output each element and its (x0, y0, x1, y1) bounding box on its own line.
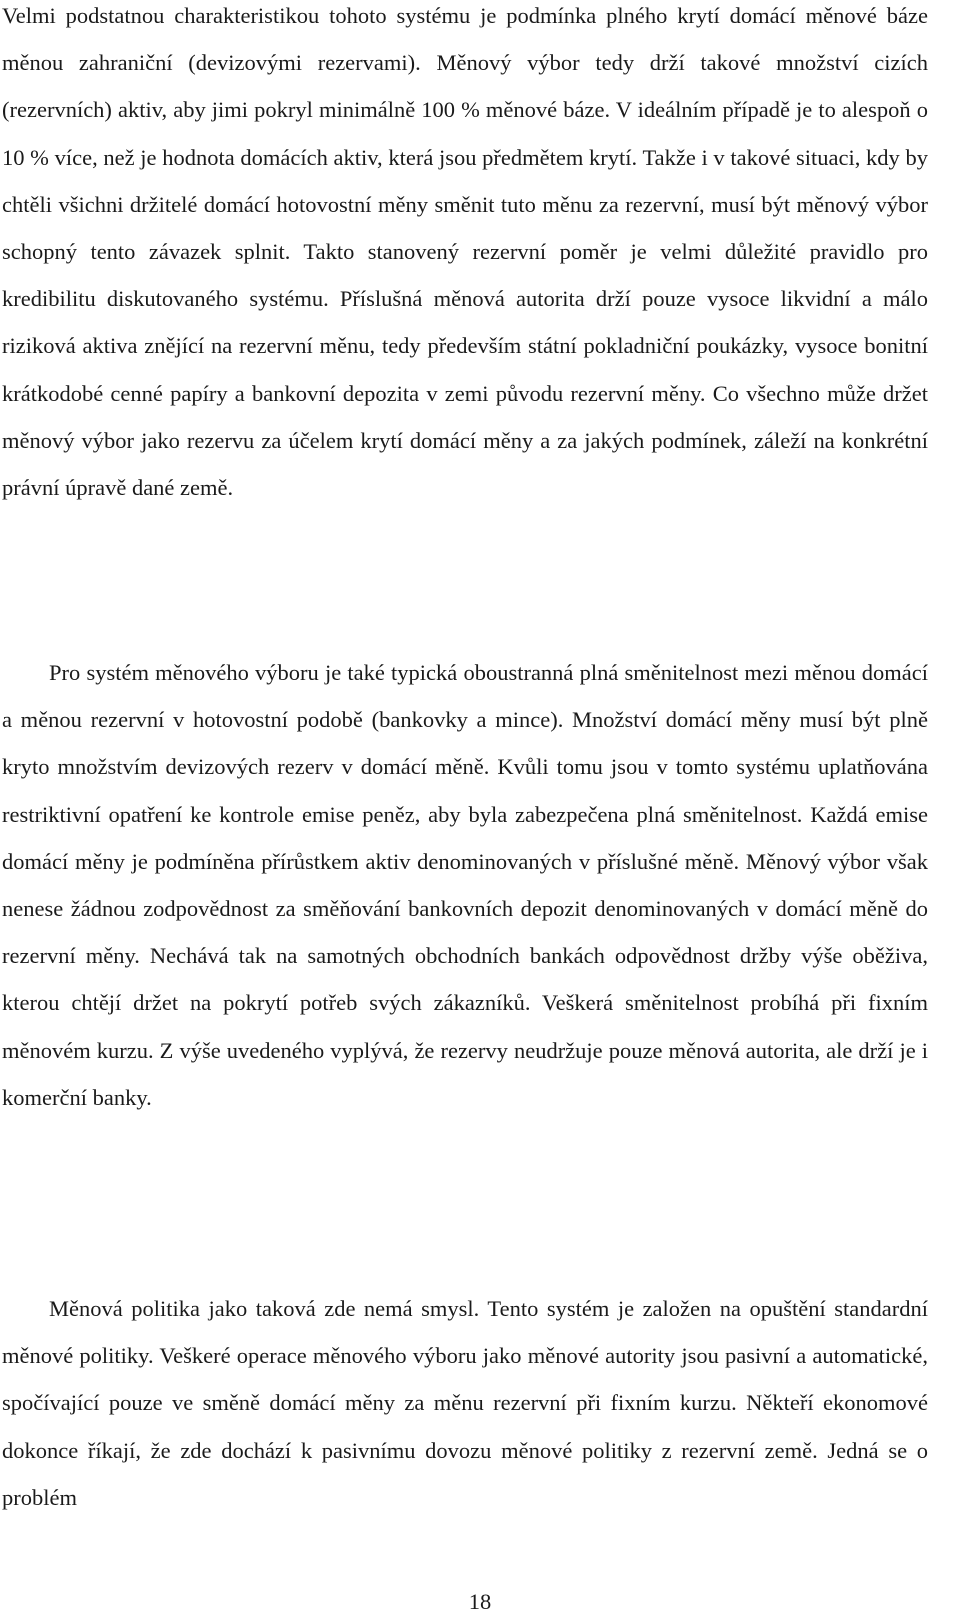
paragraph-convertibility: Pro systém měnového výboru je také typická oboustranná plná směnitelnost mezi měnou domácí a měnou rezervní v hotovostní podobě (bankovky a mince). Množství domácí měny musí být plně kryto množstvím devizových rezerv v domácí měně. Kvůli tomu jsou v tomto systému uplatňována restriktivní opatření ke kontrole emise peněz, aby byla zabezpečena plná směnitelnost. Každá emise domácí měny je podmíněna přírůstkem aktiv denominovaných v příslušné měně. Měnový výbor však nenese žádnou zodpovědnost za směňování bankovních depozit denominovaných v domácí měně do rezervní měny. Nechává tak na samotných obchodních bankách odpovědnost držby výše oběživa, kterou chtějí držet na pokrytí potřeb svých zákazníků. Veškerá směnitelnost probíhá při fixním měnovém kurzu. Z výše uvedeného vyplývá, že rezervy neudržuje pouze měnová autorita, ale drží je i komerční banky. (2, 660, 928, 1110)
page-number: 18 (468, 1589, 492, 1614)
paragraph-monetary-policy: Měnová politika jako taková zde nemá smysl. Tento systém je založen na opuštění standardní měnové politiky. Veškeré operace měnového výboru jako měnové autority jsou pasivní a automatické, spočívající pouze ve směně domácí měny za měnu rezervní při fixním kurzu. Někteří ekonomové dokonce říkají, že zde dochází k pasivnímu dovozu měnové politiky z rezervní země. Jedná se o problém (2, 1296, 928, 1510)
paragraph-currency-coverage: Velmi podstatnou charakteristikou tohoto systému je podmínka plného krytí domácí měnové báze měnou zahraniční (devizovými rezervami). Měnový výbor tedy drží takové množství cizích (rezervních) aktiv, aby jimi pokryl minimálně 100 % měnové báze. V ideálním případě je to alespoň o 10 % více, než je hodnota domácích aktiv, která jsou předmětem krytí. Takže i v takové situaci, kdy by chtěli všichni držitelé domácí hotovostní měny směnit tuto měnu za rezervní, musí být měnový výbor schopný tento závazek splnit. Takto stanovený rezervní poměr je velmi důležité pravidlo pro kredibilitu diskutovaného systému. Příslušná měnová autorita drží pouze vysoce likvidní a málo riziková aktiva znějící na rezervní měnu, tedy především státní pokladniční poukázky, vysoce bonitní krátkodobé cenné papíry a bankovní depozita v zemi původu rezervní měny. Co všechno může držet měnový výbor jako rezervu za účelem krytí domácí měny a za jakých podmínek, záleží na konkrétní právní úpravě dané země. (2, 3, 928, 501)
